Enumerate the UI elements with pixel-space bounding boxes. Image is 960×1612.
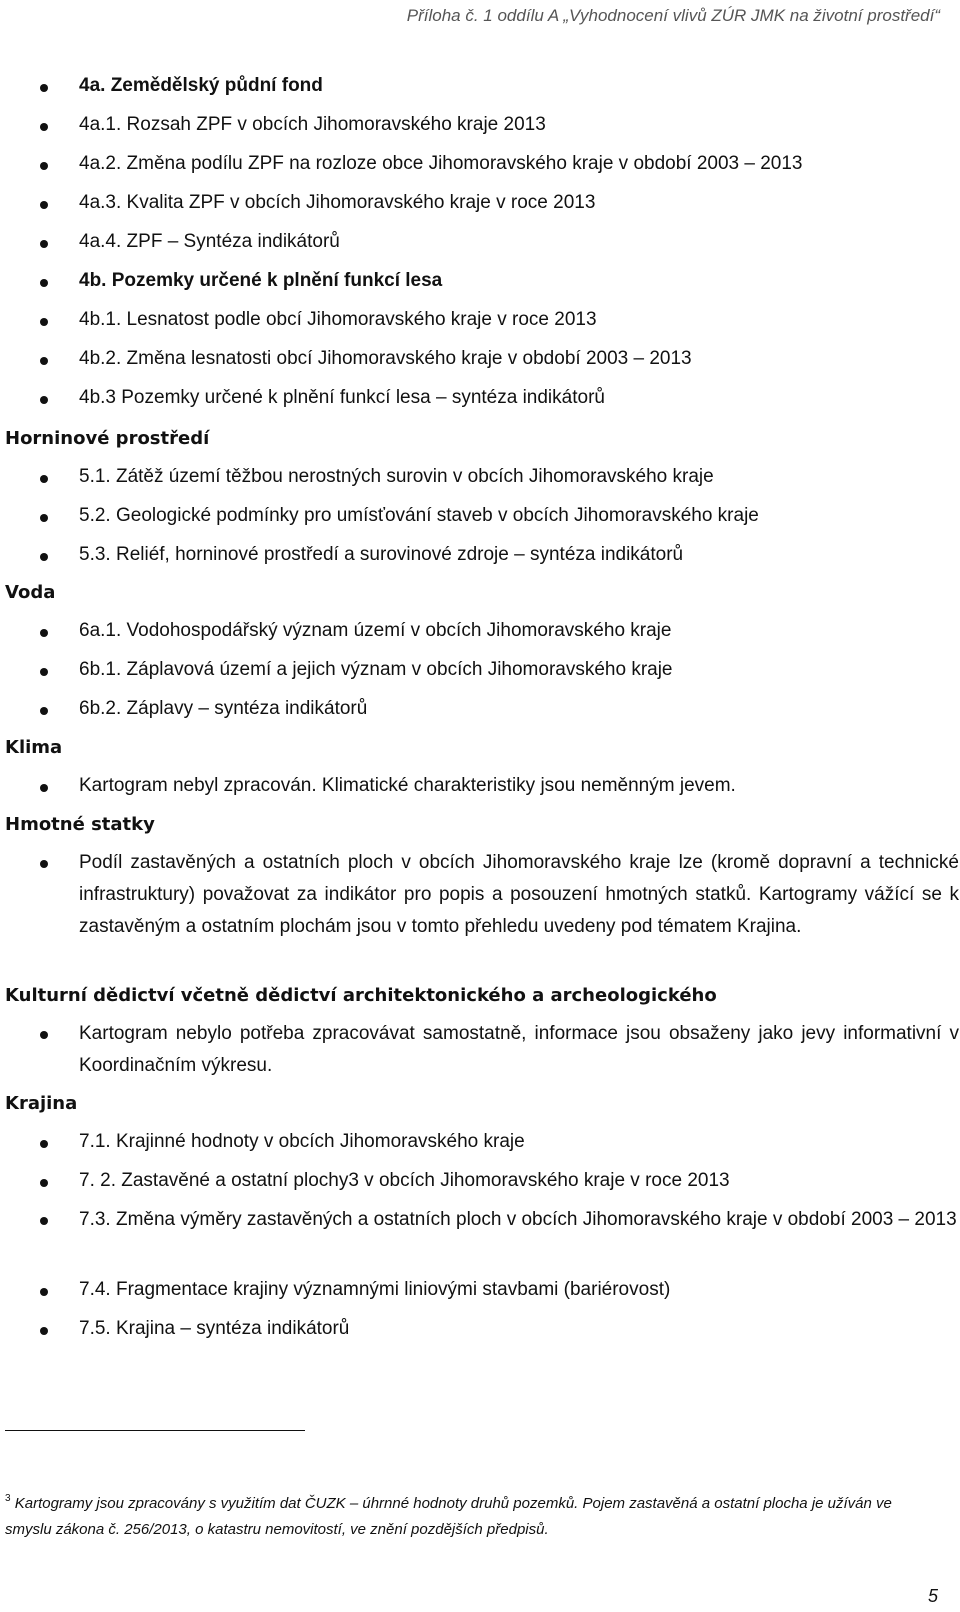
bullet-icon [40,629,48,637]
bullet-icon [40,1031,48,1039]
footnote-mark: 3 [5,1493,11,1504]
bullet-icon [40,1179,48,1187]
section-heading: Krajina [5,1093,78,1114]
section-heading: Voda [5,582,56,603]
bullet-icon [40,279,48,287]
bullet-icon [40,707,48,715]
footnote-divider [5,1430,305,1431]
section-heading: Kulturní dědictví včetně dědictví architektonického a archeologického [5,985,717,1006]
bullet-icon [40,201,48,209]
bullet-icon [40,1327,48,1335]
bullet-icon [40,123,48,131]
bullet-icon [40,162,48,170]
section-heading: Horninové prostředí [5,428,210,449]
bullet-icon [40,514,48,522]
bullet-icon [40,396,48,404]
bullet-icon [40,1288,48,1296]
page-number: 5 [927,1586,938,1606]
bullet-icon [40,1140,48,1148]
bullet-icon [40,84,48,92]
bullet-icon [40,240,48,248]
bullet-icon [40,1217,48,1225]
bullet-icon [40,784,48,792]
page-header: Příloha č. 1 oddílu A „Vyhodnocení vlivů ZÚR JMK na životní prostředí“ [406,6,940,25]
bullet-icon [40,553,48,561]
section-heading: Klima [5,737,63,758]
bullet-icon [40,475,48,483]
bullet-icon [40,357,48,365]
bullet-icon [40,668,48,676]
section-heading: Hmotné statky [5,814,155,835]
bullet-icon [40,860,48,868]
footnote-text: Kartogramy jsou zpracovány s využitím dat ČUZK – úhrnné hodnoty druhů pozemků. Pojem zastavěná a ostatní plocha je užíván ve smyslu zákona č. 256/2013, o katastru nemovitostí, ve znění pozdějších předpisů. [5,1495,892,1538]
bullet-icon [40,318,48,326]
footnote [5,1486,935,1543]
